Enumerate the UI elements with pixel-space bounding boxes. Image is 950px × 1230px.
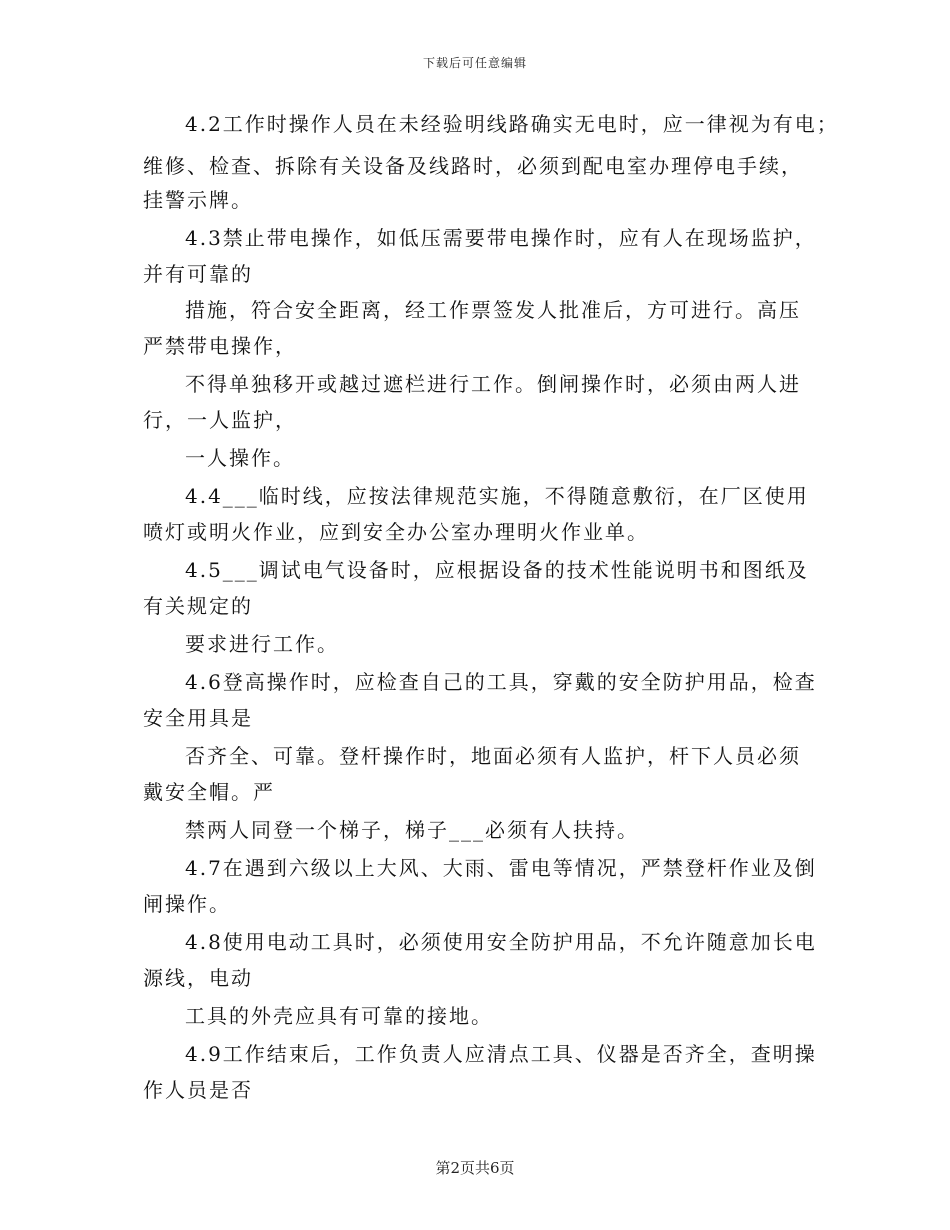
text-line: 有关规定的: [143, 594, 253, 618]
text-line: 4.8使用电动工具时，必须使用安全防护用品，不允许随意加长电: [185, 930, 817, 954]
text-line: 作人员是否: [143, 1078, 253, 1102]
text-line: 严禁带电操作，: [143, 334, 297, 358]
text-line: 安全用具是: [143, 706, 253, 730]
text-line: 4.3禁止带电操作，如低压需要带电操作时，应有人在现场监护，: [185, 226, 817, 250]
text-line: 并有可靠的: [143, 262, 253, 286]
text-line: 不得单独移开或越过遮栏进行工作。倒闸操作时，必须由两人进: [185, 372, 801, 396]
text-line: 措施，符合安全距离，经工作票签发人批准后，方可进行。高压: [185, 298, 801, 322]
text-line: 否齐全、可靠。登杆操作时，地面必须有人监护，杆下人员必须: [185, 744, 801, 768]
text-line: 挂警示牌。: [143, 188, 253, 212]
text-line: 4.2工作时操作人员在未经验明线路确实无电时，应一律视为有电；: [185, 112, 839, 136]
text-line: 4.5___调试电气设备时，应根据设备的技术性能说明书和图纸及: [185, 558, 809, 582]
text-line: 源线，电动: [143, 966, 253, 990]
text-line: 4.7在遇到六级以上大风、大雨、雷电等情况，严禁登杆作业及倒: [185, 856, 817, 880]
text-line: 一人操作。: [185, 446, 295, 470]
text-line: 喷灯或明火作业，应到安全办公室办理明火作业单。: [143, 520, 649, 544]
text-line: 维修、检查、拆除有关设备及线路时，必须到配电室办理停电手续，: [143, 154, 803, 178]
text-line: 4.9工作结束后，工作负责人应清点工具、仪器是否齐全，查明操: [185, 1042, 817, 1066]
text-line: 工具的外壳应具有可靠的接地。: [185, 1004, 493, 1028]
text-line: 禁两人同登一个梯子，梯子___必须有人扶持。: [185, 818, 639, 842]
text-line: 行，一人监护，: [143, 408, 297, 432]
page-footer: 第2页共6页: [435, 1159, 515, 1177]
text-line: 闸操作。: [143, 892, 231, 916]
text-line: 4.4___临时线，应按法律规范实施，不得随意敷衍，在厂区使用: [185, 484, 809, 508]
text-line: 4.6登高操作时，应检查自己的工具，穿戴的安全防护用品，检查: [185, 670, 817, 694]
text-line: 戴安全帽。严: [143, 780, 275, 804]
text-line: 要求进行工作。: [185, 632, 339, 656]
page-header: 下载后可任意编辑: [422, 56, 527, 70]
